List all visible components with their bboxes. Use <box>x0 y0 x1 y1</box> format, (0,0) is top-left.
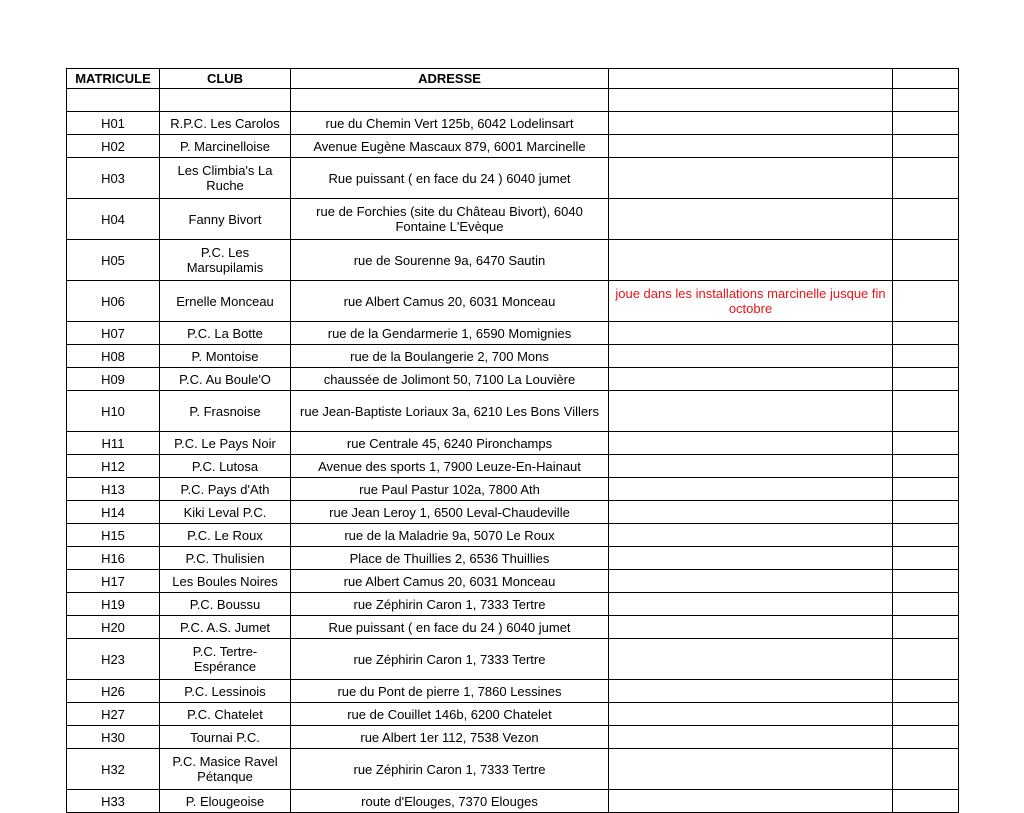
cell-club: P.C. Les Marsupilamis <box>160 240 291 281</box>
table-row <box>67 616 959 639</box>
cell-club: Ernelle Monceau <box>160 281 291 322</box>
cell-adresse: rue du Pont de pierre 1, 7860 Lessines <box>291 680 609 703</box>
cell-club: P.C. Le Pays Noir <box>160 432 291 455</box>
cell-matricule: H17 <box>67 570 160 593</box>
cell-extra-2 <box>893 593 959 616</box>
cell-club: P.C. A.S. Jumet <box>160 616 291 639</box>
table-row <box>67 281 959 322</box>
clubs-table <box>66 68 959 813</box>
cell-adresse: rue de la Maladrie 9a, 5070 Le Roux <box>291 524 609 547</box>
cell-club: P.C. Pays d'Ath <box>160 478 291 501</box>
cell-adresse: rue Zéphirin Caron 1, 7333 Tertre <box>291 749 609 790</box>
cell-extra-2 <box>893 726 959 749</box>
cell-extra-2 <box>893 112 959 135</box>
cell-extra-1 <box>609 368 893 391</box>
cell-extra-1 <box>609 455 893 478</box>
table-row <box>67 112 959 135</box>
cell-matricule: H09 <box>67 368 160 391</box>
cell-adresse: rue Albert Camus 20, 6031 Monceau <box>291 570 609 593</box>
cell-adresse: Rue puissant ( en face du 24 ) 6040 jumet <box>291 158 609 199</box>
cell-extra-2 <box>893 524 959 547</box>
table-row <box>67 322 959 345</box>
table-row <box>67 639 959 680</box>
cell-extra-2 <box>893 749 959 790</box>
cell-adresse: rue de la Gendarmerie 1, 6590 Momignies <box>291 322 609 345</box>
cell-extra-1 <box>609 240 893 281</box>
cell-note: joue dans les installations marcinelle jusque fin octobre <box>609 281 893 322</box>
cell-extra-1 <box>609 89 893 112</box>
cell-adresse: Place de Thuillies 2, 6536 Thuillies <box>291 547 609 570</box>
cell-extra-1 <box>609 524 893 547</box>
cell-club: R.P.C. Les Carolos <box>160 112 291 135</box>
table-row <box>67 345 959 368</box>
cell-club: P.C. Chatelet <box>160 703 291 726</box>
header-extra-1 <box>609 69 893 89</box>
cell-adresse: rue du Chemin Vert 125b, 6042 Lodelinsart <box>291 112 609 135</box>
table-row <box>67 593 959 616</box>
cell-adresse: chaussée de Jolimont 50, 7100 La Louvière <box>291 368 609 391</box>
cell-matricule: H03 <box>67 158 160 199</box>
cell-extra-1 <box>609 639 893 680</box>
cell-extra-2 <box>893 322 959 345</box>
table-row <box>67 547 959 570</box>
cell-extra-1 <box>609 703 893 726</box>
cell-extra-1 <box>609 570 893 593</box>
cell-club: P.C. Boussu <box>160 593 291 616</box>
table-row <box>67 432 959 455</box>
cell-extra-1 <box>609 593 893 616</box>
cell-extra-1 <box>609 478 893 501</box>
cell-club: Tournai P.C. <box>160 726 291 749</box>
cell-extra-1 <box>609 726 893 749</box>
header-matricule: MATRICULE <box>67 69 160 89</box>
cell-adresse: Rue puissant ( en face du 24 ) 6040 jumet <box>291 616 609 639</box>
cell-matricule: H33 <box>67 790 160 813</box>
cell-matricule <box>67 89 160 112</box>
table-row <box>67 455 959 478</box>
cell-club: P.C. Au Boule'O <box>160 368 291 391</box>
cell-extra-1 <box>609 432 893 455</box>
cell-extra-2 <box>893 89 959 112</box>
cell-adresse: rue Paul Pastur 102a, 7800 Ath <box>291 478 609 501</box>
cell-matricule: H07 <box>67 322 160 345</box>
cell-adresse: rue de la Boulangerie 2, 700 Mons <box>291 345 609 368</box>
table-row <box>67 501 959 524</box>
table-body <box>67 69 959 813</box>
cell-matricule: H23 <box>67 639 160 680</box>
cell-extra-2 <box>893 391 959 432</box>
cell-extra-1 <box>609 112 893 135</box>
header-extra-2 <box>893 69 959 89</box>
cell-matricule: H14 <box>67 501 160 524</box>
table-row <box>67 703 959 726</box>
cell-matricule: H30 <box>67 726 160 749</box>
cell-club: Les Climbia's La Ruche <box>160 158 291 199</box>
cell-adresse: rue Jean Leroy 1, 6500 Leval-Chaudeville <box>291 501 609 524</box>
cell-club: P. Montoise <box>160 345 291 368</box>
table-row <box>67 524 959 547</box>
cell-club: P.C. Lutosa <box>160 455 291 478</box>
cell-extra-2 <box>893 199 959 240</box>
cell-adresse: rue de Forchies (site du Château Bivort), 6040 Fontaine L'Evèque <box>291 199 609 240</box>
cell-club: P.C. Lessinois <box>160 680 291 703</box>
cell-extra-1 <box>609 547 893 570</box>
table-row <box>67 158 959 199</box>
cell-adresse <box>291 89 609 112</box>
cell-matricule: H20 <box>67 616 160 639</box>
table-row <box>67 790 959 813</box>
table-row <box>67 368 959 391</box>
cell-extra-2 <box>893 547 959 570</box>
cell-extra-2 <box>893 345 959 368</box>
table-row <box>67 726 959 749</box>
cell-extra-2 <box>893 616 959 639</box>
cell-adresse: route d'Elouges, 7370 Elouges <box>291 790 609 813</box>
cell-adresse: rue de Couillet 146b, 6200 Chatelet <box>291 703 609 726</box>
cell-matricule: H32 <box>67 749 160 790</box>
cell-matricule: H08 <box>67 345 160 368</box>
cell-matricule: H06 <box>67 281 160 322</box>
cell-club: Fanny Bivort <box>160 199 291 240</box>
cell-extra-1 <box>609 322 893 345</box>
table-row <box>67 199 959 240</box>
cell-extra-2 <box>893 455 959 478</box>
cell-matricule: H16 <box>67 547 160 570</box>
cell-matricule: H12 <box>67 455 160 478</box>
cell-club: P. Elougeoise <box>160 790 291 813</box>
cell-extra-2 <box>893 240 959 281</box>
cell-club: P.C. Thulisien <box>160 547 291 570</box>
cell-extra-2 <box>893 501 959 524</box>
cell-extra-1 <box>609 501 893 524</box>
table-row <box>67 478 959 501</box>
cell-extra-2 <box>893 703 959 726</box>
cell-extra-1 <box>609 790 893 813</box>
cell-extra-2 <box>893 570 959 593</box>
cell-club: P.C. Le Roux <box>160 524 291 547</box>
table-row <box>67 240 959 281</box>
table-row <box>67 135 959 158</box>
header-adresse: ADRESSE <box>291 69 609 89</box>
cell-extra-2 <box>893 135 959 158</box>
cell-extra-2 <box>893 432 959 455</box>
cell-matricule: H27 <box>67 703 160 726</box>
cell-adresse: Avenue Eugène Mascaux 879, 6001 Marcinelle <box>291 135 609 158</box>
cell-extra-2 <box>893 680 959 703</box>
cell-adresse: rue Zéphirin Caron 1, 7333 Tertre <box>291 639 609 680</box>
cell-club: Kiki Leval P.C. <box>160 501 291 524</box>
cell-club: Les Boules Noires <box>160 570 291 593</box>
table-row <box>67 391 959 432</box>
cell-matricule: H15 <box>67 524 160 547</box>
cell-matricule: H19 <box>67 593 160 616</box>
cell-adresse: rue Centrale 45, 6240 Pironchamps <box>291 432 609 455</box>
cell-adresse: rue de Sourenne 9a, 6470 Sautin <box>291 240 609 281</box>
cell-extra-2 <box>893 281 959 322</box>
cell-club: P. Frasnoise <box>160 391 291 432</box>
header-club: CLUB <box>160 69 291 89</box>
cell-extra-1 <box>609 135 893 158</box>
cell-adresse: rue Albert Camus 20, 6031 Monceau <box>291 281 609 322</box>
spreadsheet-area <box>66 68 958 813</box>
table-header-row <box>67 69 959 89</box>
cell-club: P.C. Tertre-Espérance <box>160 639 291 680</box>
cell-extra-1 <box>609 391 893 432</box>
cell-extra-2 <box>893 158 959 199</box>
cell-club: P.C. Masice Ravel Pétanque <box>160 749 291 790</box>
cell-extra-2 <box>893 368 959 391</box>
cell-matricule: H01 <box>67 112 160 135</box>
table-row <box>67 749 959 790</box>
cell-extra-2 <box>893 478 959 501</box>
cell-matricule: H02 <box>67 135 160 158</box>
cell-adresse: rue Zéphirin Caron 1, 7333 Tertre <box>291 593 609 616</box>
cell-extra-1 <box>609 680 893 703</box>
table-row <box>67 570 959 593</box>
cell-adresse: Avenue des sports 1, 7900 Leuze-En-Hainaut <box>291 455 609 478</box>
table-row <box>67 680 959 703</box>
cell-club <box>160 89 291 112</box>
cell-matricule: H05 <box>67 240 160 281</box>
cell-matricule: H13 <box>67 478 160 501</box>
cell-matricule: H26 <box>67 680 160 703</box>
table-row <box>67 89 959 112</box>
cell-matricule: H11 <box>67 432 160 455</box>
cell-matricule: H10 <box>67 391 160 432</box>
cell-extra-1 <box>609 158 893 199</box>
cell-matricule: H04 <box>67 199 160 240</box>
cell-extra-1 <box>609 749 893 790</box>
cell-club: P. Marcinelloise <box>160 135 291 158</box>
cell-extra-1 <box>609 199 893 240</box>
cell-extra-1 <box>609 616 893 639</box>
cell-adresse: rue Jean-Baptiste Loriaux 3a, 6210 Les Bons Villers <box>291 391 609 432</box>
cell-extra-1 <box>609 345 893 368</box>
cell-adresse: rue Albert 1er 112, 7538 Vezon <box>291 726 609 749</box>
cell-club: P.C. La Botte <box>160 322 291 345</box>
cell-extra-2 <box>893 639 959 680</box>
cell-extra-2 <box>893 790 959 813</box>
